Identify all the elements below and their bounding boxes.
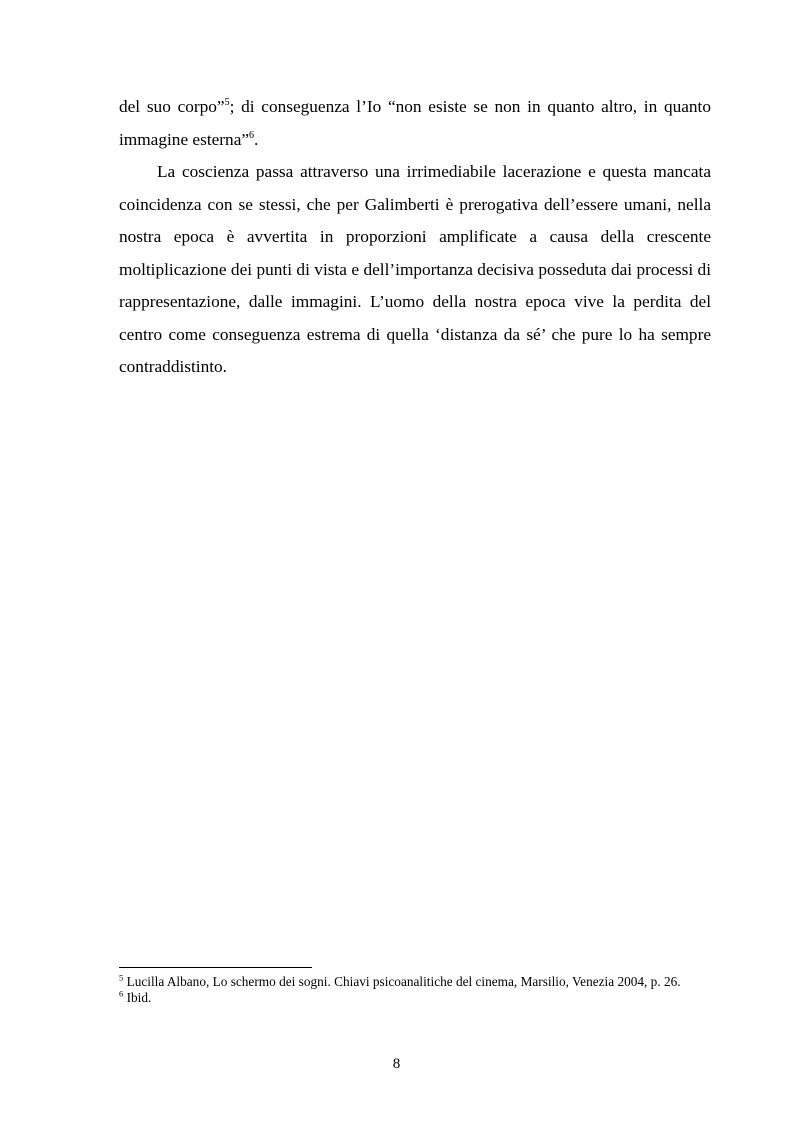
paragraph-1-text-a: del suo corpo”	[119, 97, 225, 116]
footnote-5-text: Lucilla Albano, Lo schermo dei sogni. Chiavi psicoanalitiche del cinema, Marsilio, Venezia 2004, p. 26.	[123, 974, 681, 989]
paragraph-1	[119, 91, 711, 156]
footnote-5-number: 5	[119, 972, 124, 983]
footnote-5	[119, 974, 714, 990]
footnote-6	[119, 990, 714, 1006]
paragraph-1-text-c: .	[254, 129, 259, 149]
page-number: 8	[392, 1056, 401, 1072]
footnote-6-number: 6	[119, 988, 124, 999]
footnote-6-text: Ibid.	[123, 989, 152, 1005]
footnote-separator	[119, 967, 312, 968]
paragraph-1-text-b: ; di conseguenza l’Io “non esiste se non in quanto altro, in quanto immagine esterna”	[119, 97, 712, 149]
footnote-ref-5: 5	[224, 97, 230, 109]
paragraph-2: La coscienza passa attraverso una irrimediabile lacerazione e questa mancata coincidenza con se stessi, che per Galimberti è prerogativa dell’essere umani, nella nostra epoca è avvertita in proporzioni amplificate a causa della crescente moltiplicazione dei punti di vista e dell’importanza decisiva posseduta dai processi di rappresentazione, dalle immagini. L’uomo della nostra epoca vive la perdita del centro come conseguenza estrema di quella ‘distanza da sé’ che pure lo ha sempre contraddistinto.	[119, 162, 711, 376]
footnotes	[119, 974, 714, 1005]
footnote-ref-6: 6	[249, 129, 255, 141]
